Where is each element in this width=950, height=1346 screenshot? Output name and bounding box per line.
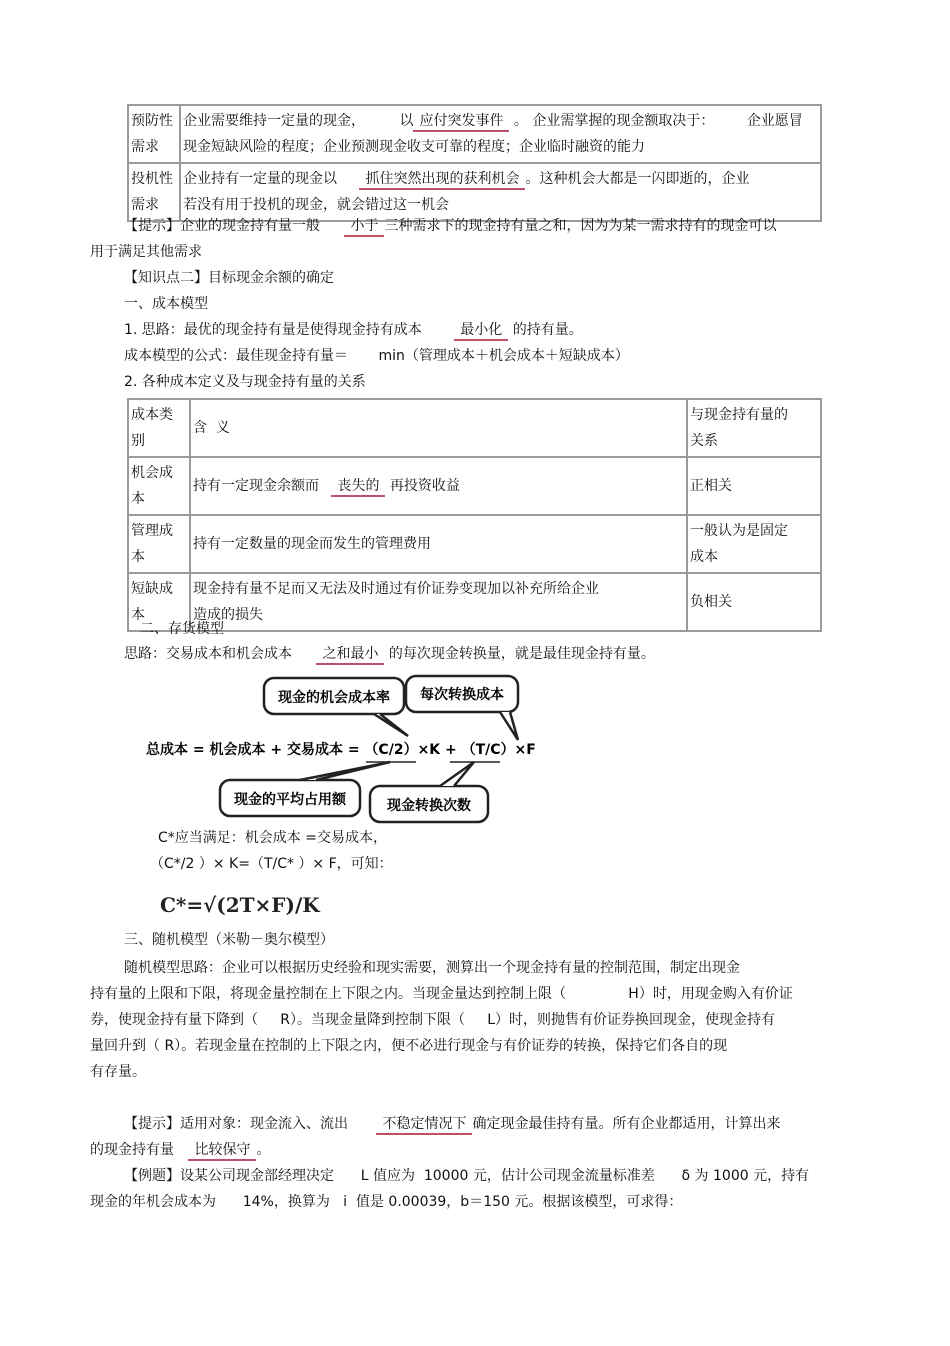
callout-pointer — [500, 712, 518, 740]
section-heading: 【知识点二】目标现金余额的确定 — [124, 270, 334, 286]
table-cell-relation: 正相关 — [687, 457, 821, 515]
table-cell-content — [190, 573, 687, 631]
paragraph-text: 的每次现金转换量，就是最佳现金持有量。 — [388, 646, 655, 662]
tip-text: 。 — [256, 1142, 271, 1158]
total-cost-formula: 总成本 = 机会成本 + 交易成本 = （C/2）×K + （T/C）×F — [146, 742, 536, 758]
table-cell-label — [128, 457, 190, 515]
highlighted-answer: 应付突发事件 — [413, 113, 509, 132]
example-line: 【例题】设某公司现金部经理决定 L 值应为 10000 元，估计公司现金流量标准差 δ 为 1000 元，持有 — [124, 1168, 810, 1184]
table-cell-content: 持有一定数量的现金而发生的管理费用 — [190, 515, 687, 573]
cash-demand-table — [127, 104, 822, 222]
cell-text: 本 — [131, 549, 145, 565]
cost-model-formula — [124, 346, 629, 366]
table-row — [128, 163, 821, 221]
table-header-cell — [128, 399, 190, 457]
table-header-cell — [687, 399, 821, 457]
highlighted-answer: 不稳定情况下 — [376, 1116, 472, 1135]
cell-text: 持有一定现金余额而 — [193, 478, 319, 494]
paragraph-text: 思路：交易成本和机会成本 — [124, 646, 292, 662]
tip-text: 【提示】适用对象：现金流入、流出 — [124, 1116, 348, 1132]
cstar-formula-image — [160, 886, 320, 922]
callout-text: 现金的机会成本率 — [278, 690, 390, 706]
random-paragraph-line: 量回升到（ R）。若现金量在控制的上下限之内，便不必进行现金与有价证券的转换，保持它们各自的现 — [90, 1038, 728, 1054]
highlighted-answer: 最小化 — [454, 322, 508, 341]
callout-text: 现金的平均占用额 — [234, 792, 346, 808]
random-paragraph-line: 随机模型思路：企业可以根据历史经验和现实需要，测算出一个现金持有量的控制范围，制定出现金 — [124, 960, 740, 976]
cell-text: 以 — [399, 113, 414, 129]
callout-text: 现金转换次数 — [387, 798, 471, 814]
cell-text: 需求 — [131, 197, 159, 213]
cell-text: 短缺成 — [131, 581, 173, 597]
tip-text: 确定现金最佳持有量。所有企业都适用，计算出来 — [472, 1116, 781, 1132]
callout-pointer — [374, 714, 408, 736]
cost-model-thought — [124, 320, 583, 340]
cstar-formula-text: C*=√(2T×F)/K — [160, 893, 320, 917]
random-paragraph-line: 券，使现金持有量下降到（ R）。当现金量降到控制下限（ L）时，则抛售有价证券换回现金，使现金持有 — [90, 1012, 776, 1028]
cell-text: 一般认为是固定 — [690, 523, 788, 539]
table-cell-relation: 负相关 — [687, 573, 821, 631]
table-cell-label — [128, 163, 180, 221]
table-cell-content — [190, 457, 687, 515]
random-paragraph-line: 有存量。 — [90, 1064, 146, 1080]
table-row — [128, 105, 821, 163]
callout-pointer — [300, 762, 390, 780]
cell-text: 再投资收益 — [389, 478, 460, 494]
paragraph-text: 1. 思路：最优的现金持有量是使得现金持有成本 — [124, 322, 422, 338]
table-cell-relation — [687, 515, 821, 573]
tip-text: 用于满足其他需求 — [90, 244, 202, 260]
cell-text: 企业持有一定量的现金以 — [183, 171, 337, 187]
tip-text: 三种需求下的现金持有量之和，因为为某一需求持有的现金可以 — [384, 218, 777, 234]
paragraph-text: 成本模型的公式：最佳现金持有量＝ — [124, 348, 348, 364]
example-line: 现金的年机会成本为 14%，换算为 i 值是 0.00039，b＝150 元。根据该模型，可求得： — [90, 1194, 683, 1210]
highlighted-answer: 抓住突然出现的获利机会 — [359, 171, 525, 190]
random-paragraph-line: 持有量的上限和下限，将现金量控制在上下限之内。当现金量达到控制上限（ H）时，用现金购入有价证 — [90, 986, 793, 1002]
highlighted-answer: 小于 — [344, 218, 384, 237]
table-cell-content — [180, 105, 821, 163]
cost-table-title: 2. 各种成本定义及与现金持有量的关系 — [124, 374, 366, 390]
tip-text: 【提示】企业的现金持有量一般 — [124, 218, 320, 234]
highlighted-answer: 比较保守 — [188, 1142, 256, 1161]
cell-text: 投机性 — [131, 171, 173, 187]
callout-pointer — [440, 762, 474, 786]
cell-text: 本 — [131, 491, 145, 507]
table-header-row — [128, 399, 821, 457]
cell-text: 预防性 — [131, 113, 173, 129]
subheading-random-model: 三、随机模型（米勒－奥尔模型） — [124, 932, 334, 948]
table-cell-label — [128, 105, 180, 163]
cell-text: 。这种机会大都是一闪即逝的，企业 — [525, 171, 750, 187]
cell-text: 需求 — [131, 139, 159, 155]
subheading-inventory-model: 二、存货模型 — [140, 621, 224, 637]
cstar-condition: C*应当满足：机会成本 =交易成本， — [158, 830, 387, 846]
header-text: 与现金持有量的 — [690, 407, 788, 423]
cell-text: 现金短缺风险的程度；企业预测现金收支可靠的程度；企业临时融资的能力 — [183, 139, 645, 155]
table-cell-label — [128, 515, 190, 573]
highlighted-answer: 之和最小 — [316, 646, 384, 665]
cell-text: 若没有用于投机的现金，就会错过这一机会 — [183, 197, 449, 213]
paragraph-text: 的持有量。 — [512, 322, 583, 338]
tip-paragraph — [90, 1140, 270, 1160]
callout-text: 每次转换成本 — [420, 687, 504, 703]
table-cell-content — [180, 163, 821, 221]
cstar-equation: （C*/2 ）× K=（T/C* ）× F，可知： — [150, 856, 393, 872]
tip-text: 的现金持有量 — [90, 1142, 174, 1158]
inventory-thought — [124, 644, 655, 664]
total-cost-diagram — [140, 674, 540, 824]
cell-text: 管理成 — [131, 523, 173, 539]
cell-text: 企业需要维持一定量的现金， — [183, 113, 365, 129]
cell-text: 企业愿冒 — [746, 113, 803, 129]
highlighted-answer: 丧失的 — [331, 478, 385, 497]
table-row — [128, 515, 821, 573]
cell-text: 机会成 — [131, 465, 173, 481]
subheading-cost-model: 一、成本模型 — [124, 296, 208, 312]
tip-paragraph — [124, 1114, 780, 1134]
paragraph-text: min（管理成本＋机会成本＋短缺成本） — [378, 348, 629, 364]
cell-text: 本 — [131, 607, 145, 623]
cell-text: 成本 — [690, 549, 718, 565]
cell-text: 造成的损失 — [193, 607, 263, 623]
header-text: 别 — [131, 433, 145, 449]
cell-text: 现金持有量不足而又无法及时通过有价证券变现加以补充所给企业 — [193, 581, 599, 597]
table-row — [128, 573, 821, 631]
tip-paragraph — [124, 216, 776, 236]
cell-text: 。 企业需掌握的现金额取决于： — [513, 113, 715, 129]
cost-definition-table — [127, 398, 822, 632]
header-text: 关系 — [690, 433, 718, 449]
table-header-cell: 含 义 — [190, 399, 687, 457]
table-row — [128, 457, 821, 515]
header-text: 成本类 — [131, 407, 173, 423]
